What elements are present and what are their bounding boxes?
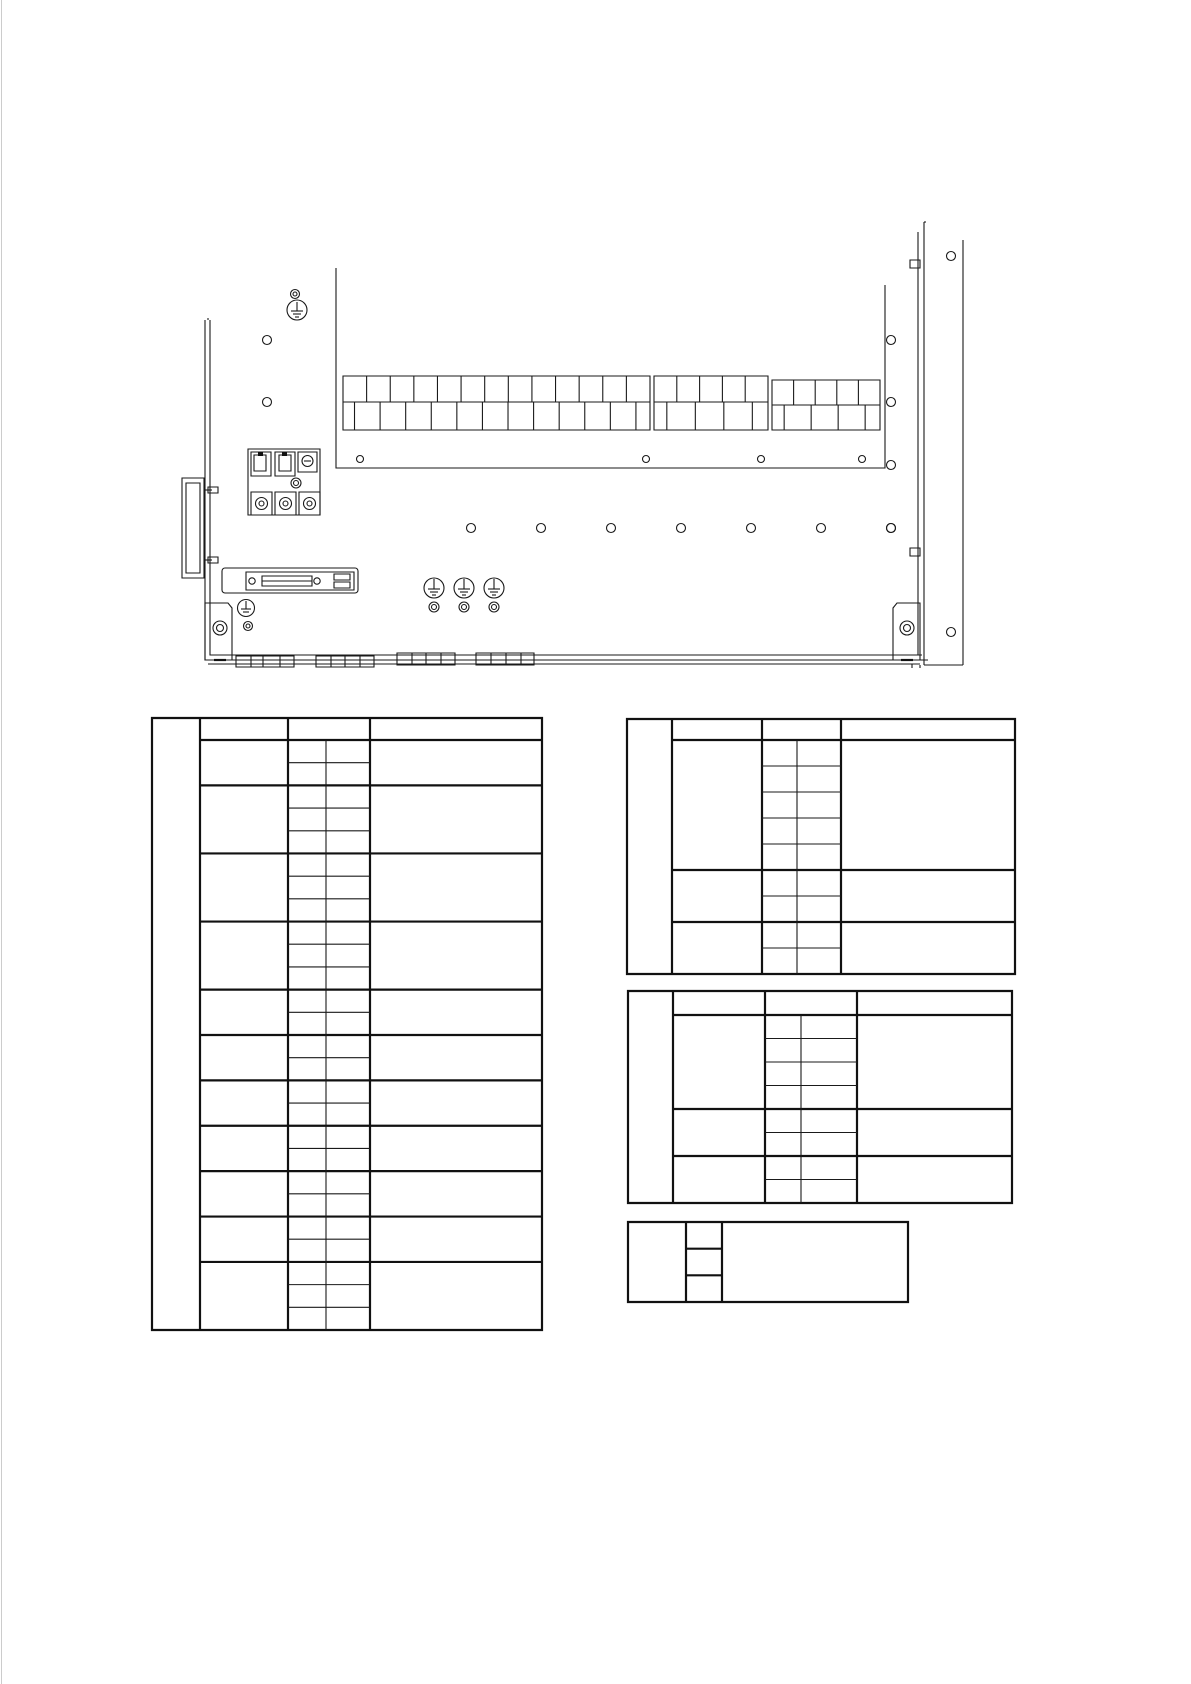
table-frame [628, 991, 1012, 1203]
din-rail-device [222, 568, 358, 593]
table-frame [627, 719, 1015, 974]
ground-terminal-lower-left [238, 600, 255, 631]
breaker-block [248, 449, 320, 515]
corner-foot-left [205, 603, 232, 660]
ground-terminal-top [287, 290, 307, 321]
right-middle-table [628, 991, 1012, 1203]
terminal-strip-body [654, 376, 768, 430]
mounting-panel [336, 268, 885, 468]
right-table [627, 719, 1015, 974]
ground-terminal [424, 578, 444, 612]
left-panel-holes [263, 336, 272, 407]
right-small-table [628, 1222, 908, 1302]
cabinet-frame [205, 222, 963, 668]
ground-terminal [454, 578, 474, 612]
right-mounting-holes [887, 252, 956, 637]
table-frame [628, 1222, 908, 1302]
terminal-strip-3 [772, 380, 880, 430]
left-table [152, 718, 542, 1330]
rail-bracket [236, 656, 294, 667]
rail-bracket [316, 656, 374, 667]
terminal-strip-1 [343, 376, 650, 430]
corner-foot-right [893, 603, 920, 668]
mounting-hole-row [467, 524, 896, 533]
table-frame [152, 718, 542, 1330]
panel-bottom-holes [357, 456, 866, 463]
terminal-strip-body [343, 376, 650, 430]
door-hinge [182, 478, 218, 578]
cabinet-drawing [182, 222, 963, 668]
terminal-strip-2 [654, 376, 768, 430]
ground-terminals-group [424, 578, 504, 612]
ground-terminal [484, 578, 504, 612]
